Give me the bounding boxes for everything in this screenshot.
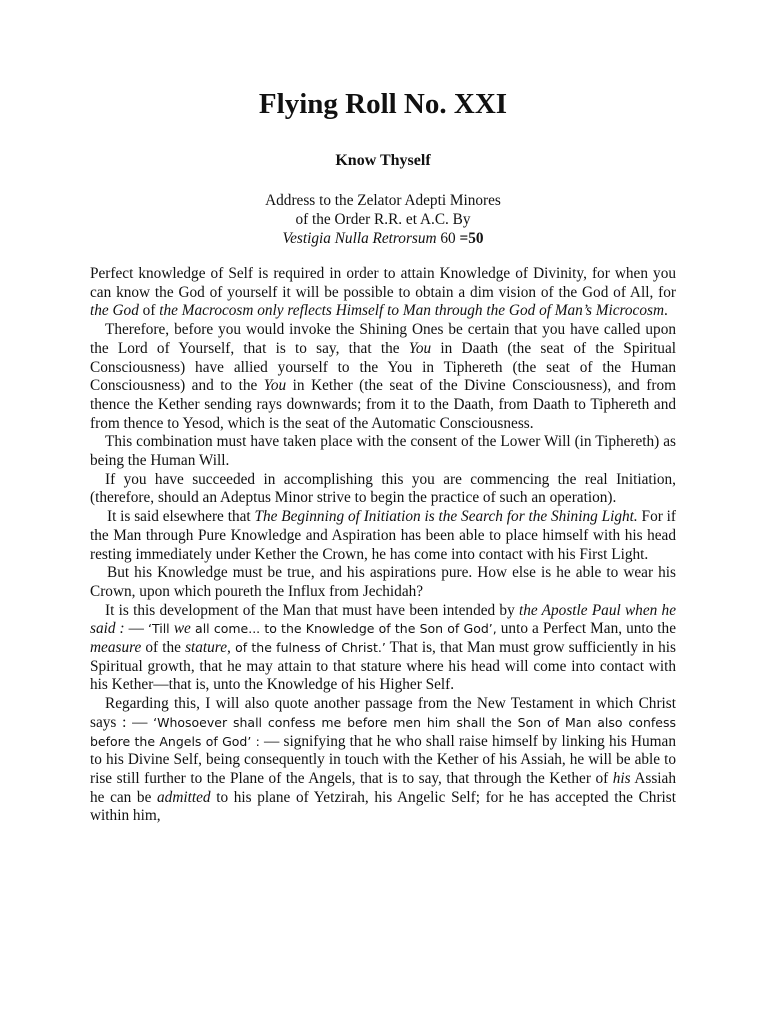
paragraph-1 xyxy=(90,265,676,321)
paragraph-3: This combination must have taken place with the consent of the Lower Will (in Tiphereth) as being the Human Will. xyxy=(90,433,676,470)
paragraph-4: If you have succeeded in accomplishing this you are commencing the real Initiation, (therefore, should an Adeptus Minor strive to begin the practice of such an operation). xyxy=(90,470,676,507)
grade-equivalent: =50 xyxy=(459,230,484,247)
text-run: in Kether (the seat of the Divine Consciousness), and from thence the Kether sending rays downwards; from it to the Daath, from Daath to Tiphereth and from thence to Yesod, which is the seat of the Automatic Consciousness. xyxy=(90,377,676,432)
text-run: Regarding this, I will also quote another passage from the New Testament in which Christ says : — xyxy=(90,695,676,731)
text-run: For if the Man through Pure Knowledge and Aspiration has been able to place himself with his head resting immediately under Kether the Crown, he has come into contact with his First Light. xyxy=(90,508,676,563)
text-run: It is said elsewhere that xyxy=(107,508,255,526)
emphasis: the Apostle Paul when he said : xyxy=(90,601,676,638)
paragraph-2 xyxy=(90,321,676,433)
emphasis: You xyxy=(408,339,432,357)
address-block xyxy=(90,191,676,248)
text-run: That is, that Man must grow sufficiently in his Spiritual growth, that he may attain to that stature where his head will come into contact with his Kether—that is, unto the Knowledge of his Higher Self. xyxy=(90,639,676,694)
emphasis: The Beginning of Initiation is the Search for the Shining Light. xyxy=(254,508,638,526)
text-run: — signifying that he who shall raise himself by linking his Human to his Divine Self, being consequently in touch with the Kether of his Assiah, he will be able to rise still further to the Plane of the Angels, that is to say, that through the Kether of xyxy=(90,732,676,787)
text-run: It is this development of the Man that must have been intended by xyxy=(105,601,519,619)
emphasis: the Macrocosm only reflects Himself to Man through the God of Man’s Microcosm xyxy=(159,302,664,320)
text-run: unto a Perfect Man, unto the xyxy=(496,620,676,638)
text-run: of xyxy=(138,302,160,320)
grade-number: 60 xyxy=(440,230,456,247)
text-run: of the xyxy=(141,639,186,657)
text-run: to his plane of Yetzirah, his Angelic Self; for he has accepted the Christ within him, xyxy=(90,788,677,825)
emphasis: stature, xyxy=(185,639,231,657)
paragraph-5 xyxy=(90,508,676,564)
emphasis: the God xyxy=(90,302,139,320)
address-line-3 xyxy=(90,229,676,248)
text-run: in Daath (the seat of the Spiritual Consciousness) have allied yourself to the You in Tiphereth (the seat of the Human Consciousness) and to the xyxy=(90,339,676,395)
text-run: Perfect knowledge of Self is required in order to attain Knowledge of Divinity, for when you can know the God of yourself it will be possible to obtain a dim vision of the God of All, for xyxy=(90,265,676,301)
quotation: all come... to the Knowledge of the Son of God’, xyxy=(190,621,497,637)
address-line-2: of the Order R.R. et A.C. By xyxy=(295,211,471,228)
address-line-1: Address to the Zelator Adepti Minores xyxy=(265,192,501,209)
emphasis: You xyxy=(263,377,287,395)
emphasis: his xyxy=(612,769,631,787)
motto: Vestigia Nulla Retrorsum xyxy=(282,230,437,247)
emphasis: admitted xyxy=(157,788,211,806)
emphasis: we xyxy=(173,620,191,638)
page-subtitle: Know Thyself xyxy=(335,152,431,169)
paragraph-8 xyxy=(90,695,676,826)
page-title: Flying Roll No. XXI xyxy=(258,88,508,120)
text-run: — xyxy=(124,620,149,638)
paragraph-7 xyxy=(90,602,676,696)
text-run: . xyxy=(664,302,668,320)
quotation: ‘Whosoever shall confess me before men him shall the Son of Man also confess before the Angels of God’ : xyxy=(90,714,676,749)
quotation: of the fulness of Christ.’ xyxy=(230,640,386,656)
text-run: Therefore, before you would invoke the Shining Ones be certain that you have called upon the Lord of Yourself, that is to say, that the xyxy=(90,321,676,357)
paragraph-6: But his Knowledge must be true, and his aspirations pure. How else is he able to wear his Crown, upon which poureth the Influx from Jechidah? xyxy=(90,564,676,600)
document-body xyxy=(90,265,676,826)
text-run: Assiah he can be xyxy=(90,769,676,806)
emphasis: measure xyxy=(90,639,142,657)
quotation: ‘Till xyxy=(148,621,174,637)
